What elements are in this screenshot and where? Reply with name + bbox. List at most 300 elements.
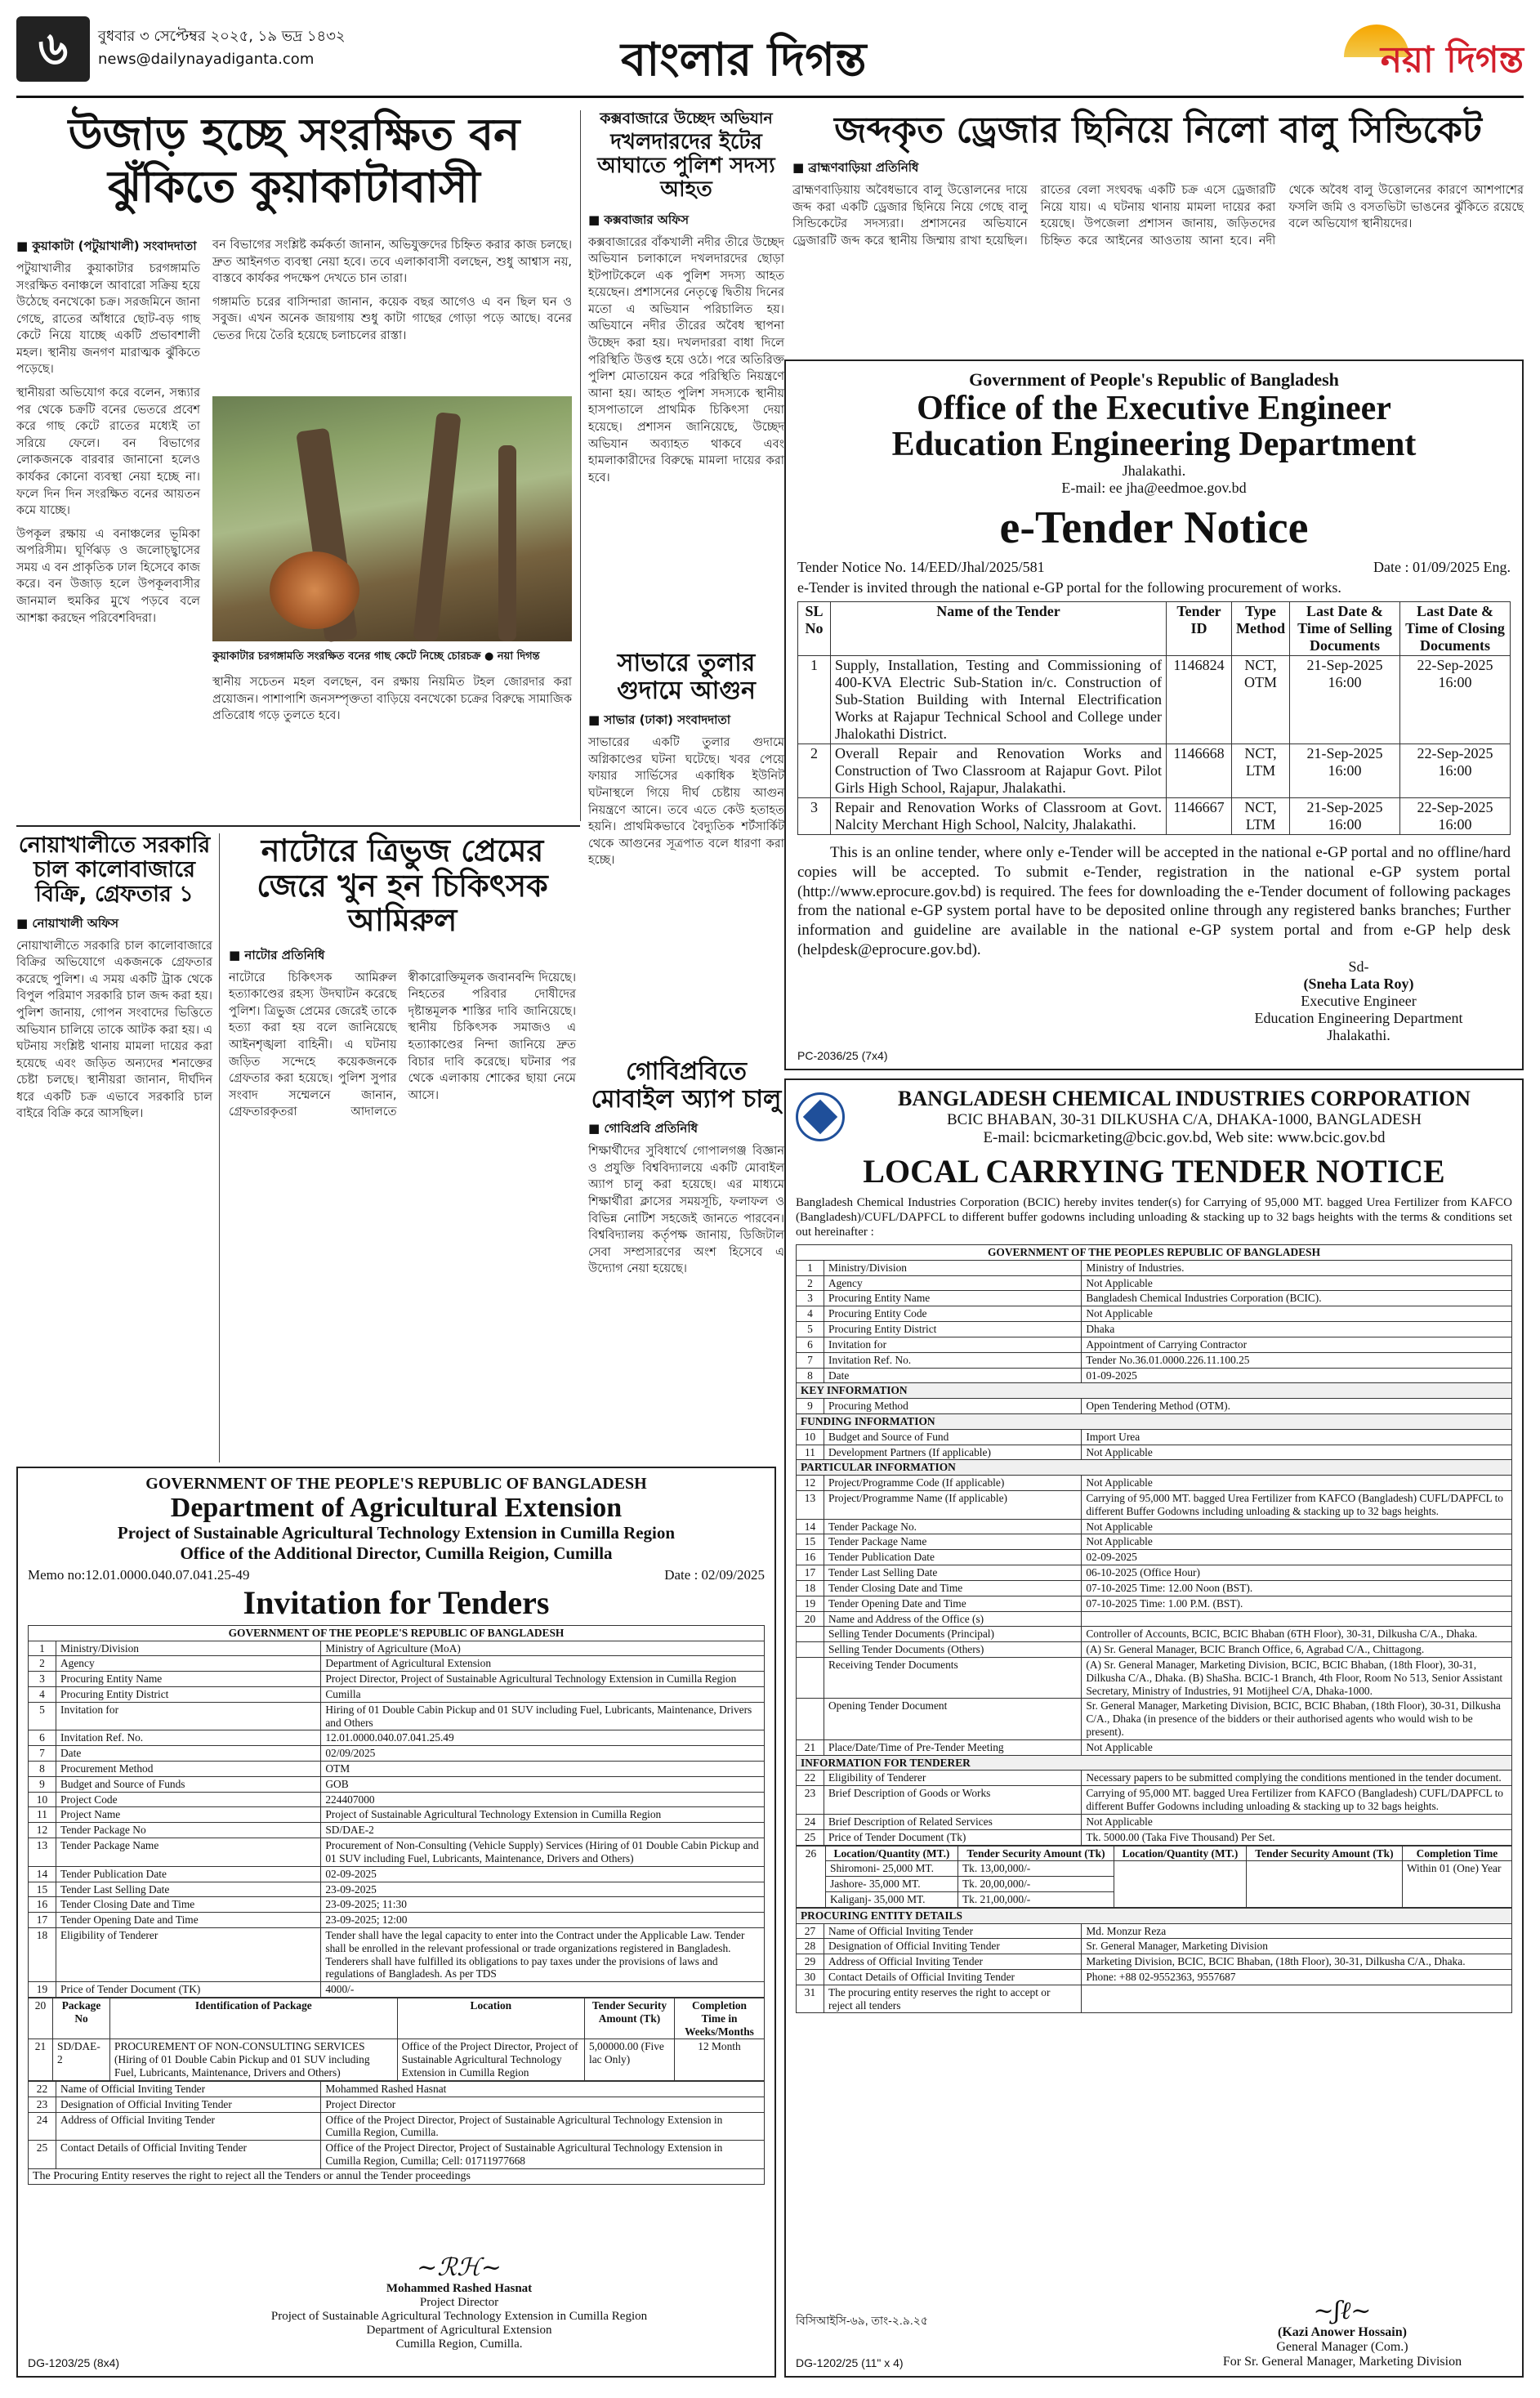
- col-location-2: Location/Quantity (MT.): [1114, 1846, 1246, 1861]
- cell-value: Carrying of 95,000 MT. bagged Urea Fertilizer from KAFCO (Bangladesh) CUFL/DAPFCL to different Buffer Godowns including unloading & stacking up to 32 bags heights.: [1082, 1786, 1512, 1815]
- table-row: [797, 1429, 1512, 1445]
- cell-key: Tender Package Name: [56, 1838, 321, 1867]
- dae-table: [28, 1625, 765, 1998]
- bcic-ref-code: বিসিআইসি-৬৯, তাং-২.৯.২৫: [796, 2314, 928, 2327]
- table-row: [29, 2112, 765, 2141]
- table-row: [797, 1954, 1512, 1970]
- cell-value: Ministry of Agriculture (MoA): [321, 1641, 765, 1656]
- col-amount-2: Tender Security Amount (Tk): [1246, 1846, 1402, 1861]
- dredger-byline: ■ ব্রাহ্মণবাড়িয়া প্রতিনিধি: [792, 160, 919, 176]
- forest-para-2: স্থানীয়রা অভিযোগ করে বলেন, সন্ধ্যার পর থেকে চক্রটি বনের ভেতরে প্রবেশ করে গাছ কেটে রাতের মধ্যেই তা সরিয়ে ফেলে। বন বিভাগের লোকজনকে বারবার জানানো হলেও কার্যকর কোনো ব্যবস্থা নেয়া হচ্ছে না। ফলে দিন দিন সংরক্ষিত বনের আয়তন কমে যাচ্ছে।: [16, 386, 200, 518]
- table-header: [29, 1998, 765, 2039]
- cell-value: Sr. General Manager, Marketing Division: [1082, 1939, 1512, 1954]
- cell-value: Hiring of 01 Double Cabin Pickup and 01 SUV including Fuel, Lubricants, Maintenance, Drivers and Others: [321, 1702, 765, 1730]
- dae-package-table: [28, 1998, 765, 2081]
- cell-sl: 2: [798, 744, 831, 798]
- dae-sign-dept: Department of Agricultural Extension: [366, 2324, 552, 2337]
- cell-value: 224407000: [321, 1792, 765, 1807]
- col-package: Package No: [53, 1998, 110, 2039]
- table-row: [797, 1322, 1512, 1337]
- table-row: [29, 1776, 765, 1792]
- cell-key: Project/Programme Name (If applicable): [824, 1491, 1082, 1520]
- dae-signature: [230, 2253, 688, 2351]
- bcic-table-title: GOVERNMENT OF THE PEOPLES REPUBLIC OF BANGLADESH: [797, 1245, 1512, 1261]
- cell-no: [797, 1642, 824, 1658]
- cell-no: 20: [797, 1611, 824, 1627]
- table-row: [797, 1939, 1512, 1954]
- cell-value: 02/09/2025: [321, 1746, 765, 1762]
- gopal-body: শিক্ষার্থীদের সুবিধার্থে গোপালগঞ্জ বিজ্ঞান ও প্রযুক্তি বিশ্ববিদ্যালয়ে একটি মোবাইল অ্যাপ চালু করা হয়েছে। এর মাধ্যমে শিক্ষার্থীরা ক্লাসের সময়সূচি, ফলাফল ও বিভিন্ন নোটিশ সহজেই জানতে পারবেন। বিশ্ববিদ্যালয় কর্তৃপক্ষ জানায়, ডিজিটাল সেবা সম্প্রসারণের অংশ হিসেবে এ উদ্যোগ নেয়া হয়েছে।: [588, 1145, 784, 1276]
- dae-table-title: GOVERNMENT OF THE PEOPLE'S REPUBLIC OF BANGLADESH: [29, 1625, 765, 1641]
- table-row: [797, 1627, 1512, 1642]
- logo-text: নয়া দিগন্ত: [1380, 39, 1524, 81]
- noakhali-byline: ■ নোয়াখালী অফিস: [16, 915, 119, 931]
- table-row: [29, 1702, 765, 1730]
- col-sl: SL No: [798, 602, 831, 656]
- cell-no: 13: [797, 1491, 824, 1520]
- cell-amount: Tk. 21,00,000/-: [957, 1891, 1114, 1907]
- cell-key: Address of Official Inviting Tender: [824, 1954, 1082, 1970]
- bcic-intro: Bangladesh Chemical Industries Corporation (BCIC) hereby invites tender(s) for Carrying of 95,000 MT. bagged Urea Fertilizer from KAFCO (Bangladesh)/CUFL/DAPFCL to different buffer godowns including unloading & stacking up to 32 bags heights with the terms & conditions set out hereinafter :: [796, 1196, 1512, 1239]
- table-row: [797, 1337, 1512, 1352]
- cell-key: Agency: [824, 1275, 1082, 1291]
- cell-key: Place/Date/Time of Pre-Tender Meeting: [824, 1739, 1082, 1755]
- col-amount: Tender Security Amount (Tk): [957, 1846, 1114, 1861]
- table-row: [797, 1786, 1512, 1815]
- cell-key: Selling Tender Documents (Others): [824, 1642, 1082, 1658]
- cell-value: Not Applicable: [1082, 1739, 1512, 1755]
- cell-value: SD/DAE-2: [321, 1823, 765, 1838]
- table-section: [797, 1413, 1512, 1429]
- cell-no: 2: [797, 1275, 824, 1291]
- cell-no: 5: [797, 1322, 824, 1337]
- section-label: PARTICULAR INFORMATION: [797, 1460, 1512, 1476]
- table-header: [798, 602, 1511, 656]
- masthead: [16, 16, 1524, 98]
- table-row: [797, 1445, 1512, 1460]
- cell-value: Ministry of Industries.: [1082, 1260, 1512, 1275]
- bcic-sign-for: For Sr. General Manager, Marketing Division: [1222, 2355, 1462, 2369]
- cell-key: Tender Last Selling Date: [824, 1565, 1082, 1581]
- cell-key: Date: [56, 1746, 321, 1762]
- cell-id: 1146668: [1167, 744, 1232, 798]
- cell-value: Tender shall have the legal capacity to enter into the Contract under the Applicable Law. Tender shall be enrolled in the relevant professional or trade organizations registered in Bangladesh. Tenderers shall have fulfilled its obligations to pay taxes under the provisions of laws and regulations of Bangladesh. As per TDS: [321, 1927, 765, 1981]
- cell-value: Md. Monzur Reza: [1082, 1923, 1512, 1939]
- table-row: [797, 1699, 1512, 1739]
- cell-no: 15: [797, 1534, 824, 1550]
- cell-key: Invitation Ref. No.: [824, 1352, 1082, 1368]
- cell-method: NCT, LTM: [1232, 798, 1290, 835]
- cell-no: 5: [29, 1702, 56, 1730]
- cell-time: 12 Month: [675, 2039, 765, 2080]
- cell-no: 17: [29, 1913, 56, 1928]
- cell-value: Project Director, Project of Sustainable Agricultural Technology Extension in Cumilla Region: [321, 1672, 765, 1687]
- savar-body: সাভারের একটি তুলার গুদামে অগ্নিকাণ্ডের ঘটনা ঘটেছে। খবর পেয়ে ফায়ার সার্ভিসের একাধিক ইউনিট ঘটনাস্থলে গিয়ে দীর্ঘ চেষ্টায় আগুন নিয়ন্ত্রণে আনে। তবে এতে কেউ হতাহত হয়নি। প্রাথমিকভাবে বৈদ্যুতিক শর্টসার্কিট থেকে আগুনের সূত্রপাত বলে ধারণা করা হচ্ছে।: [588, 736, 784, 868]
- cell-value: Appointment of Carrying Contractor: [1082, 1337, 1512, 1352]
- table-row: [29, 1897, 765, 1913]
- etender-sd: Sd-: [1348, 958, 1369, 975]
- cell-key: Tender Publication Date: [824, 1550, 1082, 1565]
- cell-no: 17: [797, 1565, 824, 1581]
- etender-signature: [1212, 958, 1506, 1044]
- cell-no: 21: [797, 1739, 824, 1755]
- cell-id: 1146824: [1167, 656, 1232, 744]
- newspaper-logo: [1262, 25, 1524, 85]
- cell-value: [1082, 1611, 1512, 1627]
- cell-key: Name and Address of the Office (s): [824, 1611, 1082, 1627]
- dae-tail-table: [28, 2081, 765, 2169]
- cell-value: Tender No.36.01.0000.226.11.100.25: [1082, 1352, 1512, 1368]
- etender-pc-code: PC-2036/25 (7x4): [797, 1049, 888, 1062]
- table-row: [797, 1739, 1512, 1755]
- cell-no: 6: [797, 1337, 824, 1352]
- forest-photo: [212, 396, 572, 641]
- table-row: [797, 1580, 1512, 1596]
- etender-sign-org: Education Engineering Department: [1254, 1010, 1463, 1026]
- cell-location: Shiromoni- 25,000 MT.: [826, 1861, 958, 1877]
- cell-value: GOB: [321, 1776, 765, 1792]
- story-cox: [588, 110, 784, 486]
- cell-id: 1146667: [1167, 798, 1232, 835]
- cell-value: (A) Sr. General Manager, BCIC Branch Office, 6, Agrabad C/A., Chittagong.: [1082, 1642, 1512, 1658]
- cell-value: [1082, 1985, 1512, 2013]
- cell-value: Office of the Project Director, Project of Sustainable Agricultural Technology Extension in Cumilla Region, Cumilla.: [321, 2112, 765, 2141]
- dae-memo: Memo no:12.01.0000.040.07.041.25-49: [28, 1566, 250, 1583]
- cell-value: 12.01.0000.040.07.041.25.49: [321, 1730, 765, 1746]
- savar-byline: ■ সাভার (ঢাকা) সংবাদদাতা: [588, 712, 731, 728]
- bcic-location-table: [796, 1846, 1512, 1908]
- cell-no: 25: [797, 1829, 824, 1845]
- cox-body: কক্সবাজারের বাঁকখালী নদীর তীরে উচ্ছেদ অভিযান চলাকালে দখলদারদের ছোড়া ইটপাটকেলে এক পুলিশ সদস্য আহত হয়েছেন। প্রশাসনের নেতৃত্বে দ্বিতীয় দিনের মতো এ অভিযান পরিচালিত হয়। অভিযানে নদীর তীরের অবৈধ স্থাপনা উচ্ছেদ করা হয়। দখলদাররা বাধা দিলে পরিস্থিতি উত্তপ্ত হয়ে ওঠে। পরে অতিরিক্ত পুলিশ মোতায়েন করে পরিস্থিতি নিয়ন্ত্রণে আনা হয়। আহত পুলিশ সদস্যকে স্থানীয় হাসপাতালে প্রাথমিক চিকিৎসা দেয়া হয়েছে। প্রশাসন জানিয়েছে, উচ্ছেদ অভিযান অব্যাহত থাকবে এবং হামলাকারীদের বিরুদ্ধে মামলা দায়ের করা হবে।: [588, 235, 784, 485]
- cell-sell: 21-Sep-2025 16:00: [1290, 656, 1400, 744]
- table-row: [797, 1534, 1512, 1550]
- cell-key: Development Partners (If applicable): [824, 1445, 1082, 1460]
- cell-no: 6: [29, 1730, 56, 1746]
- cell-amount: Tk. 13,00,000/-: [957, 1861, 1114, 1877]
- table-row: [29, 2097, 765, 2112]
- bcic-entity-table: [796, 1908, 1512, 2014]
- cell-no: 12: [29, 1823, 56, 1838]
- dae-signer: Mohammed Rashed Hasnat: [386, 2282, 533, 2295]
- story-forest: [16, 110, 572, 821]
- table-row: [29, 1807, 765, 1823]
- section-title: বাংলার দিগন্ত: [621, 33, 867, 87]
- etender-sign-title: Executive Engineer: [1301, 993, 1417, 1009]
- cell-value: 06-10-2025 (Office Hour): [1082, 1565, 1512, 1581]
- cell-no: 26: [797, 1846, 826, 1907]
- bcic-contact[interactable]: E-mail: bcicmarketing@bcic.gov.bd, Web site: www.bcic.gov.bd: [983, 1129, 1386, 1146]
- cell-key: Tender Last Selling Date: [56, 1882, 321, 1897]
- table-row: [797, 1352, 1512, 1368]
- cell-key: Tender Opening Date and Time: [56, 1913, 321, 1928]
- cell-key: Project/Programme Code (If applicable): [824, 1476, 1082, 1491]
- dae-reserve: The Procuring Entity reserves the right to reject all the Tenders or annul the Tender proceedings: [28, 2169, 765, 2185]
- etender-notice: [784, 359, 1524, 1070]
- gopal-byline: ■ গোবিপ্রবি প্রতিনিধি: [588, 1121, 699, 1136]
- col-id: Tender ID: [1167, 602, 1232, 656]
- cell-value: Cumilla: [321, 1686, 765, 1702]
- table-row: [797, 1291, 1512, 1306]
- etender-table: [797, 601, 1511, 835]
- natore-headline: নাটোরে ত্রিভুজ প্রেমের জেরে খুন হন চিকিৎসক আমিরুল: [257, 833, 548, 939]
- cell-value: 23-09-2025; 11:30: [321, 1897, 765, 1913]
- cell-value: Not Applicable: [1082, 1445, 1512, 1460]
- forest-photo-caption: কুয়াকাটার চরগঙ্গামতি সংরক্ষিত বনের গাছ কেটে নিচ্ছে চোরচক্র ● নয়া দিগন্ত: [212, 650, 540, 663]
- cell-no: 16: [797, 1550, 824, 1565]
- etender-signer: (Sneha Lata Roy): [1303, 976, 1414, 992]
- cell-key: Tender Closing Date and Time: [824, 1580, 1082, 1596]
- cell-value: Project Director: [321, 2097, 765, 2112]
- cell-amount: 5,00000.00 (Five lac Only): [585, 2039, 675, 2080]
- etender-email[interactable]: E-mail: ee jha@eedmoe.gov.bd: [1061, 480, 1247, 497]
- cox-headline: দখলদারদের ইটের আঘাতে পুলিশ সদস্য আহত: [597, 130, 775, 203]
- cell-key: Tender Package No.: [824, 1519, 1082, 1534]
- cell-name: Repair and Renovation Works of Classroom at Govt. Nalcity Merchant High School, Nalcity, Jhalakathi.: [831, 798, 1167, 835]
- table-row: [797, 1985, 1512, 2013]
- cell-value: OTM: [321, 1762, 765, 1777]
- cell-no: 22: [797, 1771, 824, 1786]
- cell-no: 9: [29, 1776, 56, 1792]
- page-number: ৬: [16, 16, 90, 82]
- cell-close: 22-Sep-2025 16:00: [1400, 744, 1511, 798]
- cell-key: Eligibility of Tenderer: [824, 1771, 1082, 1786]
- cox-kicker: কক্সবাজারে উচ্ছেদ অভিযান: [600, 109, 773, 127]
- col-completion: Completion Time: [1402, 1846, 1511, 1861]
- cell-key: Procuring Method: [824, 1399, 1082, 1414]
- table-row: [797, 1771, 1512, 1786]
- cell-value: Not Applicable: [1082, 1275, 1512, 1291]
- table-row: [797, 1596, 1512, 1611]
- cell-amount: Tk. 20,00,000/-: [957, 1877, 1114, 1892]
- etender-office-1: Office of the Executive Engineer: [917, 390, 1391, 427]
- cell-value: Dhaka: [1082, 1322, 1512, 1337]
- cell-no: 4: [797, 1306, 824, 1322]
- cell-no: 29: [797, 1954, 824, 1970]
- cell-no: 13: [29, 1838, 56, 1867]
- table-row: [797, 1491, 1512, 1520]
- etender-intro: e-Tender is invited through the national e-GP portal for the following procurement of works.: [797, 579, 1341, 596]
- col-time: Completion Time in Weeks/Months: [675, 1998, 765, 2039]
- table-row: [797, 1565, 1512, 1581]
- cell-key: Designation of Official Inviting Tender: [824, 1939, 1082, 1954]
- cell-key: Invitation for: [56, 1702, 321, 1730]
- cell-value: Phone: +88 02-9552363, 9557687: [1082, 1970, 1512, 1985]
- forest-para-1: পটুয়াখালীর কুয়াকাটার চরগঙ্গামতি সংরক্ষিত বনাঞ্চলে আবারো সক্রিয় হয়ে উঠেছে বনখেকো চক্র। সরজমিনে জানা গেছে, রাতের আঁধারে ছোট-বড় গাছ কেটে নিয়ে যাচ্ছে একটি প্রভাবশালী মহল। স্থানীয় জনগণ মারাত্মক ঝুঁকিতে পড়েছে।: [16, 262, 200, 377]
- cell-value: Project of Sustainable Agricultural Technology Extension in Cumilla Region: [321, 1807, 765, 1823]
- etender-body: This is an online tender, where only e-Tender will be accepted in the national e-GP portal and no offline/hard copies will be accepted. To submit e-Tender, registration in the national e-GP system portal (http://www.eprocure.gov.bd) is required. The fees for downloading the e-Tender document of following packages from the national e-GP system portal have to be deposited online through any registered banks branches; Further information and guideline are available in the national e-GP system portal and from e-GP help desk (helpdesk@eprocure.gov.bd).: [797, 844, 1511, 958]
- cell-no: 31: [797, 1985, 824, 2013]
- cell-no: 18: [29, 1927, 56, 1981]
- story-savar: [588, 650, 784, 869]
- dae-gov: GOVERNMENT OF THE PEOPLE'S REPUBLIC OF BANGLADESH: [145, 1475, 647, 1493]
- table-row: [29, 1882, 765, 1897]
- cell-close: 22-Sep-2025 16:00: [1400, 656, 1511, 744]
- divider: [219, 833, 220, 1462]
- col-close: Last Date & Time of Closing Documents: [1400, 602, 1511, 656]
- cell-package: SD/DAE-2: [53, 2039, 110, 2080]
- etender-title: e-Tender Notice: [999, 502, 1309, 554]
- cell-key: Invitation Ref. No.: [56, 1730, 321, 1746]
- cell-value: 07-10-2025 Time: 1.00 P.M. (BST).: [1082, 1596, 1512, 1611]
- cell-key: Invitation for: [824, 1337, 1082, 1352]
- cell-value: Bangladesh Chemical Industries Corporation (BCIC).: [1082, 1291, 1512, 1306]
- bcic-sign-title: General Manager (Com.): [1276, 2340, 1408, 2354]
- cell-key: Contact Details of Official Inviting Tender: [56, 2141, 321, 2169]
- dae-notice: [16, 1467, 776, 2378]
- dae-signature-mark: ~ℛℋ~: [417, 2253, 502, 2282]
- bcic-address: BCIC BHABAN, 30-31 DILKUSHA C/A, DHAKA-1000, BANGLADESH: [946, 1111, 1422, 1128]
- bcic-table: [796, 1244, 1512, 1846]
- col-amount: Tender Security Amount (Tk): [585, 1998, 675, 2039]
- cell-value: Department of Agricultural Extension: [321, 1656, 765, 1672]
- cell-no: 15: [29, 1882, 56, 1897]
- cell-sl: 3: [798, 798, 831, 835]
- cell-no: 11: [797, 1445, 824, 1460]
- col-location: Location/Quantity (MT.): [826, 1846, 958, 1861]
- cell-key: Price of Tender Document (TK): [56, 1982, 321, 1998]
- table-row: [797, 1970, 1512, 1985]
- cell-value: Controller of Accounts, BCIC, BCIC Bhaban (6TH Floor), 30-31, Dilkusha C/A., Dhaka.: [1082, 1627, 1512, 1642]
- cell-no: 27: [797, 1923, 824, 1939]
- cell-name: Overall Repair and Renovation Works and Construction of Two Classroom at Rajapur Govt. Pilot Girls High School, Rajapur, Jhalakathi.: [831, 744, 1167, 798]
- dae-office: Office of the Additional Director, Cumilla Reigion, Cumilla: [180, 1543, 613, 1563]
- cell-key: Project Name: [56, 1807, 321, 1823]
- cell-location: Jashore- 35,000 MT.: [826, 1877, 958, 1892]
- savar-headline: সাভারে তুলার গুদামে আগুন: [617, 649, 756, 705]
- table-row: [797, 1923, 1512, 1939]
- cell-no: [797, 1657, 824, 1698]
- cell-no: 11: [29, 1807, 56, 1823]
- etender-date: Date : 01/09/2025 Eng.: [1373, 559, 1511, 576]
- table-row: [29, 1686, 765, 1702]
- cell-key: Date: [824, 1368, 1082, 1383]
- cell-no: [797, 1699, 824, 1739]
- table-row: [29, 1672, 765, 1687]
- table-row: [798, 656, 1511, 744]
- cell-no: 9: [797, 1399, 824, 1414]
- dae-sign-place: Cumilla Region, Cumilla.: [395, 2338, 523, 2351]
- cell-value: Office of the Project Director, Project of Sustainable Agricultural Technology Extension in Cumilla Region, Cumilla; Cell: 01711977668: [321, 2141, 765, 2169]
- cell-no: 22: [29, 2081, 56, 2097]
- cell-value: Not Applicable: [1082, 1476, 1512, 1491]
- table-row: [29, 1641, 765, 1656]
- forest-headline-2: ঝুঁকিতে কুয়াকাটাবাসী: [108, 161, 480, 213]
- cell-no: 1: [29, 1641, 56, 1656]
- cell-key: Budget and Source of Funds: [56, 1776, 321, 1792]
- dredger-headline: জব্দকৃত ড্রেজার ছিনিয়ে নিলো বালু সিন্ডিকেট: [834, 109, 1482, 151]
- cell-no: 2: [29, 1656, 56, 1672]
- table-row: [29, 1866, 765, 1882]
- cell-key: Procuring Entity Name: [56, 1672, 321, 1687]
- cell-value: Import Urea: [1082, 1429, 1512, 1445]
- cell-sell: 21-Sep-2025 16:00: [1290, 744, 1400, 798]
- cell-value: Not Applicable: [1082, 1814, 1512, 1829]
- cell-value: Open Tendering Method (OTM).: [1082, 1399, 1512, 1414]
- table-row: [29, 1913, 765, 1928]
- cell-no: 3: [29, 1672, 56, 1687]
- cell-value: Not Applicable: [1082, 1534, 1512, 1550]
- cell-value: 07-10-2025 Time: 12.00 Noon (BST).: [1082, 1580, 1512, 1596]
- table-row: [797, 1657, 1512, 1698]
- cell-no: 24: [29, 2112, 56, 2141]
- cell-value: Mohammed Rashed Hasnat: [321, 2081, 765, 2097]
- cell-key: Procuring Entity District: [824, 1322, 1082, 1337]
- cell-key: Brief Description of Goods or Works: [824, 1786, 1082, 1815]
- bcic-entity-section: PROCURING ENTITY DETAILS: [797, 1908, 1512, 1923]
- news-email[interactable]: news@dailynayadiganta.com: [98, 51, 315, 68]
- cell-key: Procuring Entity Name: [824, 1291, 1082, 1306]
- cell-key: Tender Package Name: [824, 1534, 1082, 1550]
- story-noakhali: [16, 833, 212, 1123]
- cell-key: Contact Details of Official Inviting Tender: [824, 1970, 1082, 1985]
- cell-key: Brief Description of Related Services: [824, 1814, 1082, 1829]
- table-row: [797, 1861, 1512, 1877]
- cell-method: NCT, LTM: [1232, 744, 1290, 798]
- cell-no: 23: [29, 2097, 56, 2112]
- divider: [580, 110, 581, 821]
- etender-notice-no: Tender Notice No. 14/EED/Jhal/2025/581: [797, 559, 1045, 576]
- cell-no: 20: [29, 1998, 53, 2039]
- col-location: Location: [397, 1998, 584, 2039]
- etender-gov: Government of People's Republic of Bangladesh: [969, 369, 1339, 390]
- cell-no: 30: [797, 1970, 824, 1985]
- gopal-headline: গোবিপ্রবিতে মোবাইল অ্যাপ চালু: [591, 1057, 782, 1114]
- cell-key: Agency: [56, 1656, 321, 1672]
- cell-completion: Within 01 (One) Year: [1402, 1861, 1511, 1907]
- etender-place: Jhalakathi.: [1122, 462, 1186, 480]
- natore-byline: ■ নাটোর প্রতিনিধি: [229, 947, 325, 962]
- cell-name: Supply, Installation, Testing and Commissioning of 400-KVA Electric Sub-Station in/c. Construction of Sub-Station Building with Internal Electrification Works at Rajapur Technical School and College under Jhalokathi District.: [831, 656, 1167, 744]
- divider: [16, 825, 580, 827]
- bcic-signature: [1179, 2297, 1506, 2369]
- section-label: KEY INFORMATION: [797, 1383, 1512, 1399]
- cell-key: Name of Official Inviting Tender: [824, 1923, 1082, 1939]
- cell-key: Tender Package No: [56, 1823, 321, 1838]
- cell-value: 02-09-2025: [1082, 1550, 1512, 1565]
- cell-value: Not Applicable: [1082, 1519, 1512, 1534]
- col-name: Name of the Tender: [831, 602, 1167, 656]
- cell-key: Receiving Tender Documents: [824, 1657, 1082, 1698]
- table-row: [29, 1927, 765, 1981]
- issue-date: বুধবার ৩ সেপ্টেম্বর ২০২৫, ১৯ ভদ্র ১৪৩২: [98, 28, 346, 45]
- table-row: [29, 1823, 765, 1838]
- table-section: [797, 1460, 1512, 1476]
- table-row: [29, 1838, 765, 1867]
- etender-sign-place: Jhalakathi.: [1327, 1027, 1390, 1043]
- cell-location: Office of the Project Director, Project of Sustainable Agricultural Technology Extension in Cumilla Region: [397, 2039, 584, 2080]
- cell-key: Tender Publication Date: [56, 1866, 321, 1882]
- bcic-signature-mark: ~ʃℓ~: [1313, 2297, 1372, 2325]
- cell-no: 7: [29, 1746, 56, 1762]
- etender-office-2: Education Engineering Department: [891, 426, 1417, 464]
- forest-headline-1: উজাড় হচ্ছে সংরক্ষিত বন: [68, 109, 520, 160]
- cell-value: 4000/-: [321, 1982, 765, 1998]
- forest-para-5: গঙ্গামতি চরের বাসিন্দারা জানান, কয়েক বছর আগেও এ বন ছিল ঘন ও সবুজ। এখন অনেক জায়গায় শুধু কাটা গাছের গোড়া পড়ে আছে। বনের ভেতর দিয়ে তৈরি হয়েছে চলাচলের রাস্তা।: [212, 295, 572, 342]
- table-row: [797, 1399, 1512, 1414]
- cell-no: 18: [797, 1580, 824, 1596]
- table-row: [797, 1519, 1512, 1534]
- cell-no: 28: [797, 1939, 824, 1954]
- table-row: [797, 1260, 1512, 1275]
- dae-sign-title: Project Director: [419, 2296, 499, 2309]
- table-row: [29, 2141, 765, 2169]
- cell-value: Not Applicable: [1082, 1306, 1512, 1322]
- table-section: [797, 1383, 1512, 1399]
- cell-key: Budget and Source of Fund: [824, 1429, 1082, 1445]
- table-row: [29, 1792, 765, 1807]
- cell-no: 23: [797, 1786, 824, 1815]
- table-row: [798, 744, 1511, 798]
